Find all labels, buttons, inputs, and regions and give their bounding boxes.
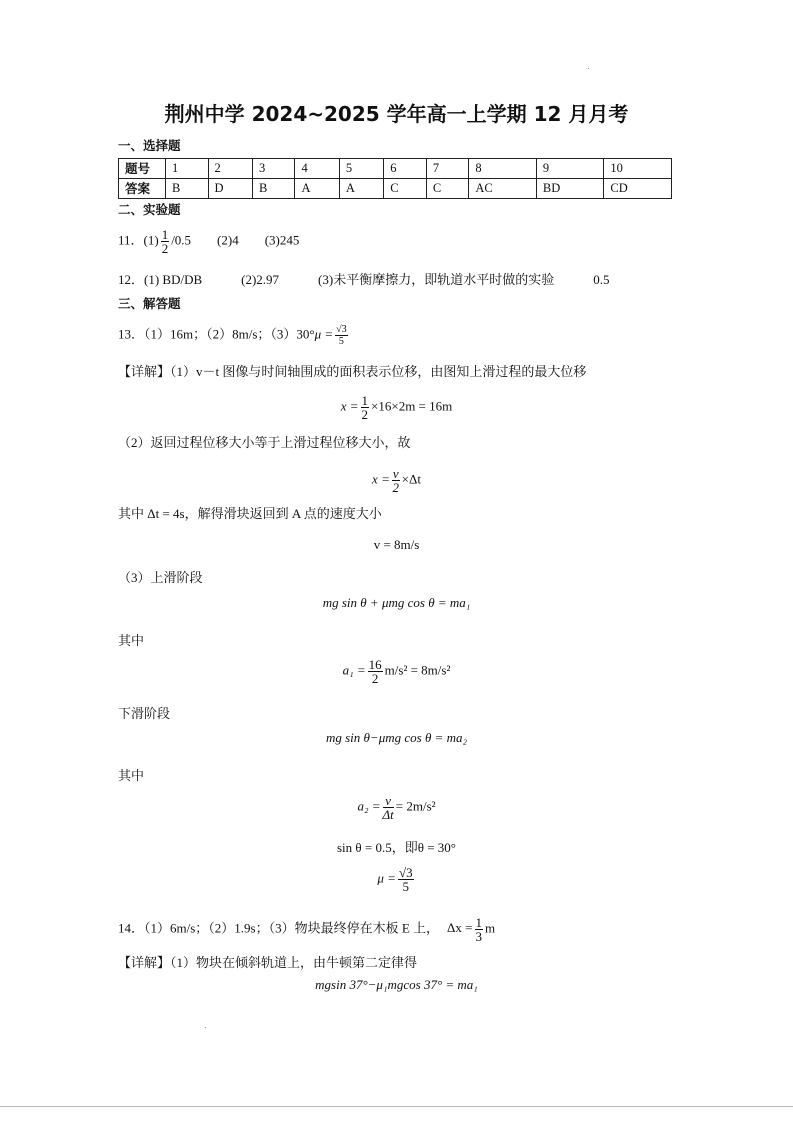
numerator: 1 — [475, 915, 482, 930]
q13-eq-6: mg sin θ−μmg cos θ = ma₂ — [325, 730, 468, 745]
q11-prefix: 11．(1) — [118, 232, 159, 248]
unit: m — [485, 920, 496, 936]
q13-eq-5 — [0, 658, 793, 685]
numerator: 1 — [361, 393, 369, 408]
table-row-answers — [119, 179, 672, 199]
q13-detail-3: 其中 Δt = 4s，解得滑块返回到 A 点的速度大小 — [118, 506, 382, 521]
table-cell: 6 — [384, 159, 427, 179]
table-cell: 3 — [252, 159, 295, 179]
table-cell: 7 — [426, 159, 469, 179]
section-heading-experiment: 二、实验题 — [118, 202, 181, 217]
numerator: v — [383, 794, 394, 808]
table-cell: B — [166, 179, 209, 199]
fraction — [368, 658, 383, 685]
eq-right: ×16×2m = 16m — [371, 398, 453, 414]
table-cell: C — [384, 179, 427, 199]
table-cell: CD — [604, 179, 672, 199]
q13-detail-2: （2）返回过程位移大小等于上滑过程位移大小，故 — [118, 435, 411, 450]
q14-answer-text: 14．（1）6m/s；（2）1.9s；（3）物块最终停在木板 E 上， — [118, 920, 440, 936]
q14-eq-1: mgsin 37°−μ₁mgcos 37° = ma₁ — [315, 977, 478, 992]
numerator: 1 — [161, 227, 169, 242]
q13-eq-9 — [0, 866, 793, 893]
page-bottom-edge — [0, 1106, 793, 1107]
q13-eq-8: sin θ = 0.5，即θ = 30° — [337, 840, 456, 855]
table-cell: C — [426, 179, 469, 199]
answer-table — [118, 158, 672, 199]
table-header-cell: 答案 — [119, 179, 166, 199]
table-cell: AC — [469, 179, 537, 199]
q13-detail-1: 【详解】（1）v－t 图像与时间轴围成的面积表示位移，由图知上滑过程的最大位移 — [118, 364, 587, 379]
fraction — [361, 394, 370, 421]
fraction — [335, 324, 348, 347]
table-cell: 10 — [604, 159, 672, 179]
q13-eq-7 — [0, 794, 793, 821]
eq-right: m/s² = 8m/s² — [384, 662, 451, 678]
q13-detail-7: 其中 — [118, 768, 145, 783]
table-cell: 4 — [295, 159, 339, 179]
eq-left: a₁ = — [342, 662, 366, 678]
fraction — [161, 228, 170, 255]
table-cell: B — [252, 179, 295, 199]
eq-right: = 2m/s² — [395, 798, 436, 814]
denominator: 2 — [161, 241, 169, 256]
q13-mu: μ = — [314, 326, 334, 342]
page-title: 荆州中学 2024~2025 学年高一上学期 12 月月考 — [164, 102, 629, 126]
fraction — [475, 916, 484, 943]
numerator: √3 — [336, 324, 347, 335]
denominator: 2 — [392, 480, 399, 495]
q12-answer: 12．(1) BD/DB (2)2.97 (3)未平衡摩擦力，即轨道水平时做的实验 0.5 — [118, 272, 610, 287]
eq-left: μ = — [377, 870, 396, 886]
q13-eq-4: mg sin θ + μmg cos θ = ma₁ — [322, 595, 471, 610]
table-cell: 8 — [469, 159, 537, 179]
q11-answer — [118, 228, 299, 255]
eq-right: ×Δt — [401, 471, 421, 487]
scan-speck — [205, 1027, 206, 1028]
eq-left: x = — [340, 398, 359, 414]
q13-eq-3: v = 8m/s — [373, 537, 420, 552]
denominator: 5 — [402, 879, 410, 894]
numerator: 16 — [368, 657, 382, 672]
q14-dx: Δx = — [447, 920, 473, 936]
table-cell: A — [295, 179, 339, 199]
table-cell: A — [339, 179, 383, 199]
table-cell: 1 — [166, 159, 209, 179]
table-cell: BD — [536, 179, 604, 199]
q14-answer — [118, 916, 495, 943]
section-heading-solutions: 三、解答题 — [118, 296, 181, 311]
eq-left: x = — [372, 471, 390, 487]
fraction — [383, 794, 394, 821]
table-header-cell: 题号 — [119, 159, 166, 179]
q13-answer — [118, 324, 350, 347]
table-row-numbers — [119, 159, 672, 179]
fraction — [392, 467, 400, 494]
denominator: Δt — [382, 807, 394, 822]
section-heading-choice: 一、选择题 — [118, 138, 181, 153]
q13-answer-text: 13．（1）16m；（2）8m/s；（3）30° — [118, 326, 315, 342]
table-cell: 9 — [536, 159, 604, 179]
table-cell: 5 — [339, 159, 383, 179]
denominator: 2 — [361, 407, 369, 422]
fraction — [398, 866, 414, 893]
q13-detail-6: 下滑阶段 — [118, 706, 171, 721]
table-cell: 2 — [208, 159, 252, 179]
numerator: v — [392, 466, 399, 481]
denominator: 2 — [371, 671, 379, 686]
q13-eq-2 — [0, 467, 793, 494]
table-cell: D — [208, 179, 252, 199]
scan-speck — [588, 68, 589, 69]
denominator: 3 — [475, 929, 482, 944]
q13-detail-4: （3）上滑阶段 — [118, 570, 203, 585]
q13-eq-1 — [0, 394, 793, 421]
q11-rest: /0.5 (2)4 (3)245 — [171, 232, 300, 248]
q14-detail-1: 【详解】（1）物块在倾斜轨道上，由牛顿第二定律得 — [118, 955, 418, 970]
q13-detail-5: 其中 — [118, 633, 145, 648]
denominator: 5 — [338, 336, 344, 347]
eq-left: a₂ = — [357, 798, 381, 814]
numerator: √3 — [398, 865, 413, 880]
